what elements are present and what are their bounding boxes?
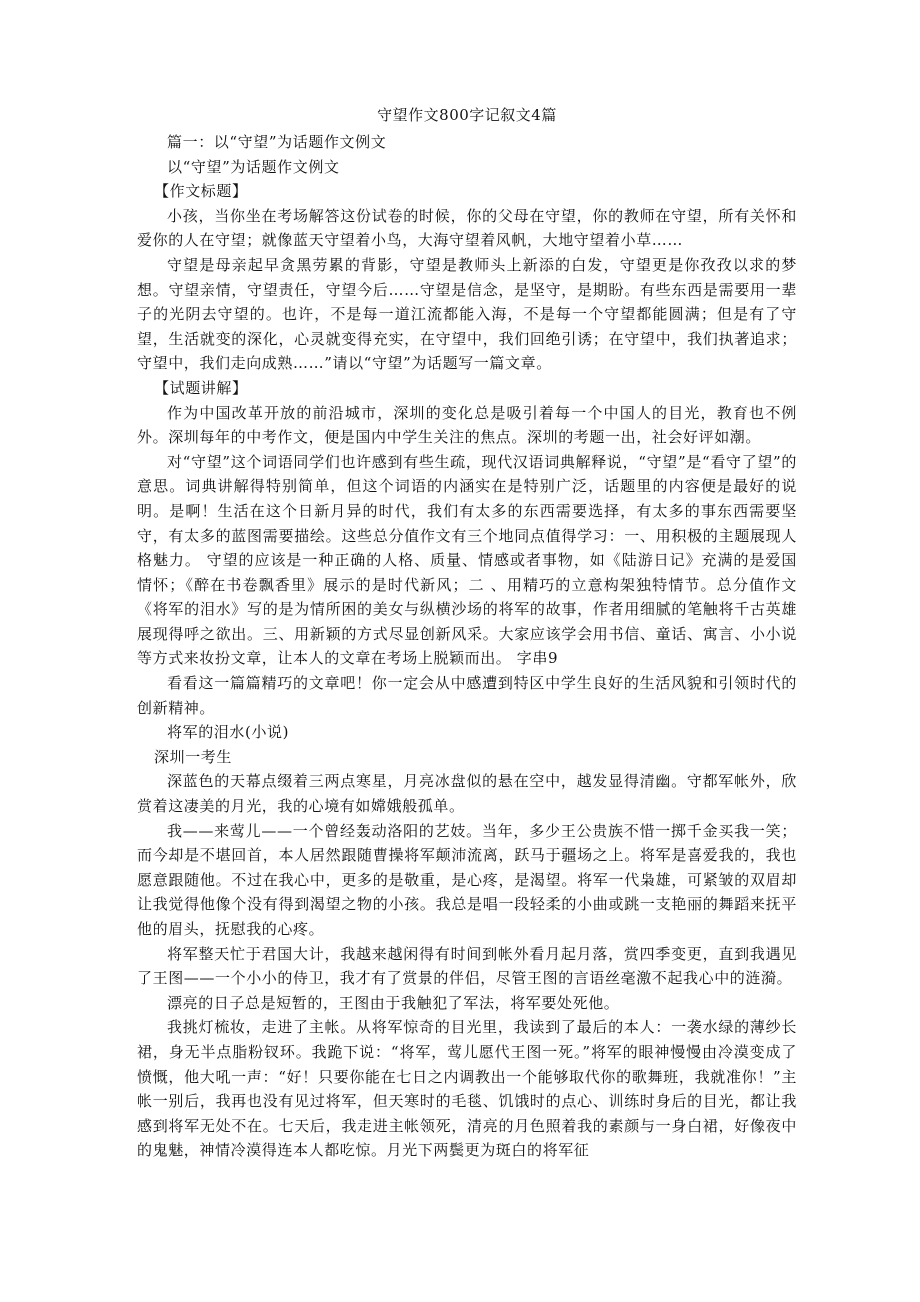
story-paragraph: 我——来莺儿——一个曾经轰动洛阳的艺妓。当年，多少王公贵族不惜一掷千金买我一笑；而今却是不堪回首，本人居然跟随曹操将军颠沛流离，跃马于疆场之上。将军是喜爱我的，我也愿意跟随他。不过在我心中，更多的是敬重，是心疼，是渴望。将军一代枭雄，可紧皱的双眉却让我觉得他像个没有得到渴望之物的小孩。我总是唱一段轻柔的小曲或跳一支艳丽的舞蹈来抚平他的眉头，抚慰我的心疼。 [137,821,797,938]
story-title: 将军的泪水(小说) [167,723,290,742]
story-author: 深圳一考生 [154,747,233,766]
document-page [137,104,797,1163]
sub-heading: 以“守望”为话题作文例文 [167,157,340,176]
prompt-paragraph: 小孩，当你坐在考场解答这份试卷的时候，你的父母在守望，你的教师在守望，所有关怀和爱你的人在守望；就像蓝天守望着小鸟，大海守望着风帆，大地守望着小草…… [137,206,797,250]
label-analysis: 【试题讲解】 [154,378,248,397]
prompt-paragraph: 守望是母亲起早贪黑劳累的背影，守望是教师头上新添的白发，守望更是你孜孜以求的梦想。守望亲情，守望责任，守望今后……守望是信念，是坚守，是期盼。有些东西是需要用一辈子的光阴去守望的。也许，不是每一道江流都能入海，不是每一个守望都能圆满；但是有了守望，生活就变的深化，心灵就变得充实，在守望中，我们回绝引诱；在守望中，我们执著追求；守望中，我们走向成熟……”请以“守望”为话题写一篇文章。 [137,255,797,373]
story-paragraph: 深蓝色的天幕点缀着三两点寒星，月亮冰盘似的悬在空中，越发显得清幽。守都军帐外，欣赏着这凄美的月光，我的心境有如嫦娥般孤单。 [137,772,797,816]
story-paragraph: 我挑灯梳妆，走进了主帐。从将军惊奇的目光里，我读到了最后的本人：一袭水绿的薄纱长裙，身无半点脂粉钗环。我跪下说：“将军，莺儿愿代王图一死。”将军的眼神慢慢由冷漠变成了愤慨，他大吼一声：“好！只要你能在七日之内调教出一个能够取代你的歌舞班，我就准你！”主帐一别后，我再也没有见过将军，但天寒时的毛毯、饥饿时的点心、训练时身后的目光，都让我感到将军无处不在。七天后，我走进主帐领死，清亮的月色照着我的素颜与一身白裙，好像夜中的鬼魅，神情冷漠得连本人都吃惊。月光下两鬓更为斑白的将军征 [137,1018,797,1160]
story-paragraph: 漂亮的日子总是短暂的，王图由于我触犯了军法，将军要处死他。 [167,993,620,1012]
analysis-paragraph: 作为中国改革开放的前沿城市，深圳的变化总是吸引着每一个中国人的目光，教育也不例外。深圳每年的中考作文，便是国内中学生关注的焦点。深圳的考题一出，社会好评如潮。 [137,403,797,447]
section-heading: 篇一：以“守望”为话题作文例文 [167,133,387,151]
story-paragraph: 将军整天忙于君国大计，我越来越闲得有时间到帐外看月起月落，赏四季变更，直到我遇见了王图——一个小小的侍卫，我才有了赏景的伴侣，尽管王图的言语丝毫激不起我心中的涟漪。 [137,944,797,988]
analysis-paragraph: 对“守望”这个词语同学们也许感到有些生疏，现代汉语词典解释说，“守望”是“看守了望”的意思。词典讲解得特别简单，但这个词语的内涵实在是特别广泛，话题里的内容便是最好的说明。是啊！生活在这个日新月异的时代，我们有太多的东西需要选择，有太多的事东西需要坚守，有太多的蓝图需要描绘。这些总分值作文有三个地同点值得学习：一、用积极的主题展现人格魅力。 守望的应该是一种正确的人格、质量、情感或者事物，如《陆游日记》充满的是爱国情怀；《醉在书卷飘香里》展示的是时代新风；二 、用精巧的立意构架独特情节。总分值作文《将军的泪水》写的是为情所困的美女与纵横沙场的将军的故事，作者用细腻的笔触将千古英雄展现得呼之欲出。三、用新颖的方式尽显创新风采。大家应该学会用书信、童话、寓言、小小说等方式来妆扮文章，让本人的文章在考场上脱颖而出。 字串9 [137,452,797,668]
document-title: 守望作文800字记叙文4篇 [377,106,557,124]
analysis-paragraph: 看看这一篇篇精巧的文章吧！你一定会从中感遭到特区中学生良好的生活风貌和引领时代的创新精神。 [137,674,797,717]
label-prompt: 【作文标题】 [154,182,248,201]
